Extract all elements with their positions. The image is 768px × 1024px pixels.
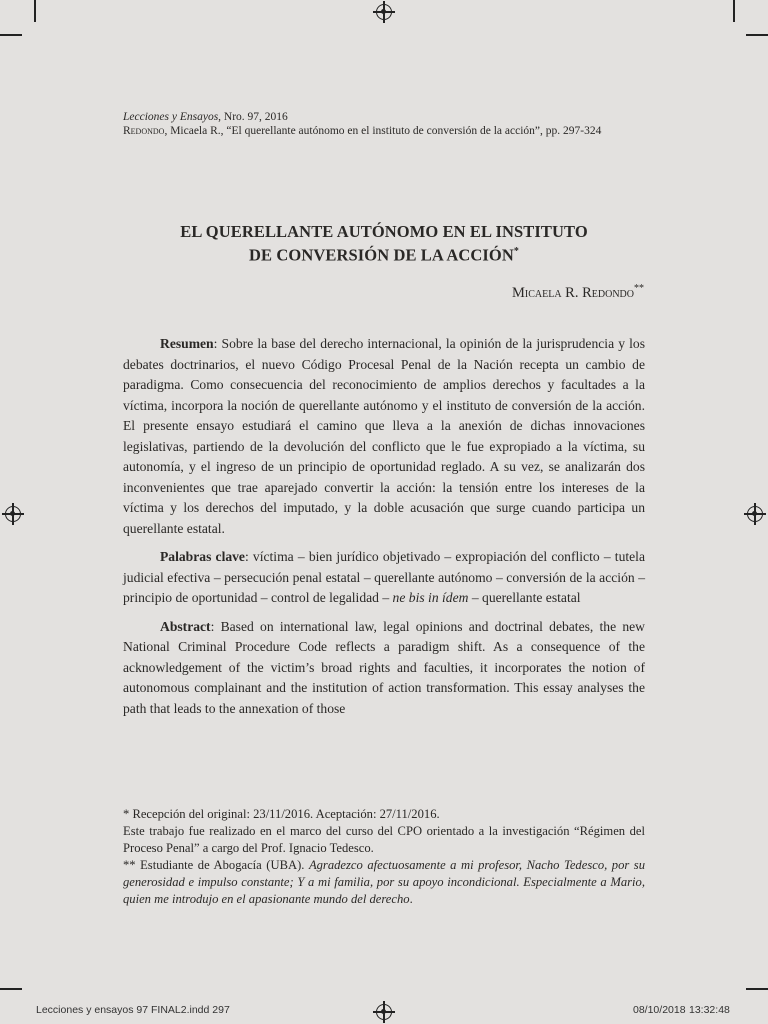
citation-text: , Micaela R., “El querellante autónomo en el instituto de conversión de la acción”, pp. 297-324 [164, 125, 602, 137]
slug-date: 08/10/2018 [633, 1004, 686, 1016]
keywords-label: Palabras clave [160, 549, 245, 564]
footnote-2-italic: Agradezco afectuosamente a mi profesor, Nacho Tedesco, por su generosidad e impulso constante; Y a mi familia, por su apoyo incondicional. Especialmente a Mario, quien me introdujo en el apasionante mundo del derecho [123, 858, 645, 906]
running-header [123, 110, 601, 138]
footnote-1-note: Este trabajo fue realizado en el marco del curso del CPO orientado a la investigación “Régimen del Proceso Penal” a cargo del Prof. Ignacio Tedesco. [123, 824, 645, 855]
footnote-1: * Recepción del original: 23/11/2016. Aceptación: 27/11/2016. [123, 807, 440, 821]
registration-mark-icon [376, 1004, 392, 1020]
footnote-2-end: . [409, 892, 413, 906]
slug-file: Lecciones y ensayos 97 FINAL2.indd 297 [36, 1004, 230, 1016]
crop-mark-bottom-right-h [746, 988, 768, 990]
keywords-italic: ne bis in ídem [392, 590, 469, 605]
journal-name: Lecciones y Ensayos [123, 111, 219, 123]
registration-mark-icon [5, 506, 21, 522]
abstract-text: : Based on international law, legal opinions and doctrinal debates, the new National Criminal Procedure Code reflects a paradigm shift. As a consequence of the acknowledgement of the victim’s broad rights and faculties, it incorporates the notion of autonomous complainant and the institution of action transformation. This essay analyses the path that leads to the annexation of those [123, 618, 645, 716]
crop-mark-bottom-left-h [0, 988, 22, 990]
author-byline [512, 283, 644, 302]
crop-mark-top-left-h [0, 34, 22, 36]
registration-mark-icon [376, 4, 392, 20]
title-footnote-mark: * [513, 246, 519, 257]
keywords-tail: – querellante estatal [468, 590, 581, 605]
article-body [123, 334, 645, 727]
footnotes [123, 806, 645, 908]
title-line-1: EL QUERELLANTE AUTÓNOMO EN EL INSTITUTO [180, 222, 588, 241]
journal-issue: , Nro. 97, 2016 [218, 111, 288, 123]
footnote-2-plain: ** Estudiante de Abogacía (UBA). [123, 858, 309, 872]
abstract-label: Abstract [160, 618, 211, 634]
keywords-paragraph [123, 547, 645, 609]
registration-mark-icon [747, 506, 763, 522]
crop-mark-top-right [733, 0, 735, 22]
crop-mark-top-left [34, 0, 36, 22]
keywords-text: : víctima – bien jurídico objetivado – expropiación del conflicto – tutela judicial efectiva – persecución penal estatal – querellante autónomo – conversión de la acción – principio de oportunidad – control de legalidad – [123, 549, 645, 605]
title-line-2: DE CONVERSIÓN DE LA ACCIÓN [249, 245, 514, 265]
crop-mark-top-right-h [746, 34, 768, 36]
citation-author: Redondo [123, 125, 165, 137]
author-name: Micaela R. Redondo [512, 284, 634, 301]
abstract-paragraph [123, 617, 645, 720]
resumen-text: : Sobre la base del derecho internacional, la opinión de la jurisprudencia y los debates doctrinarios, el nuevo Código Procesal Penal de la Nación recepta un cambio de paradigma. Como consecuencia del reconocimiento de amplios derechos y facultades a la víctima, incorpora la noción de querellante autónomo y el instituto de conversión de la acción. El presente ensayo estudiará el camino que lleva a la anexión de dichas innovaciones legislativas, partiendo de la devolución del conflicto que le fue expropiado a la víctima, su autonomía, y el ingreso de un principio de oportunidad reglado. A su vez, se analizarán dos inconvenientes que trae aparejado convertir la acción: la tensión entre los intereses de la víctima y los derechos del imputado, y la doble acusación que surge cuando participa un querellante estatal. [123, 336, 645, 536]
article-title [123, 222, 645, 266]
footnote-2 [123, 857, 645, 908]
author-footnote-mark: ** [634, 283, 644, 294]
resumen-paragraph [123, 334, 645, 539]
resumen-label: Resumen [160, 336, 214, 351]
slug-time: 13:32:48 [689, 1004, 730, 1016]
